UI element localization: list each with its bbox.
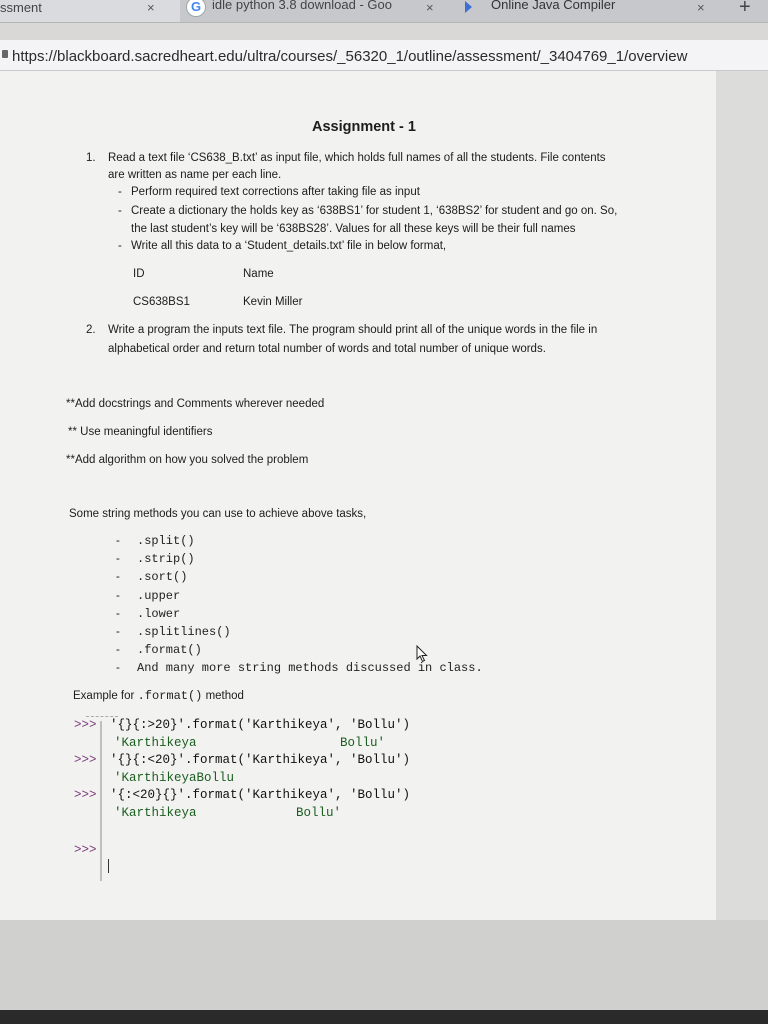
note-text: **Add algorithm on how you solved the problem (66, 454, 309, 466)
new-tab-button[interactable]: + (739, 0, 751, 18)
table-cell-name: Kevin Miller (243, 296, 303, 308)
method-item: .format() (137, 643, 202, 657)
address-bar[interactable] (0, 40, 768, 71)
shell-gutter (100, 721, 102, 881)
bullet-dash: - (116, 608, 120, 620)
method-item: .split() (137, 534, 195, 548)
bullet-dash: - (118, 240, 122, 252)
tab-assessment[interactable] (0, 0, 180, 22)
mouse-cursor-icon (416, 645, 428, 663)
bullet-dash: - (118, 186, 122, 198)
python-shell-example (70, 718, 670, 896)
tab-google-search[interactable] (186, 0, 448, 22)
close-tab-icon[interactable]: × (147, 0, 155, 15)
text-cursor (108, 859, 109, 873)
question-text: Write a program the inputs text file. The program should print all of the unique words in the file in (108, 324, 598, 336)
compiler-flag-icon (465, 1, 472, 13)
bullet-dash: - (116, 662, 120, 674)
shell-output: Bollu' (296, 806, 342, 820)
assignment-document (0, 71, 716, 921)
monitor-bezel (0, 1010, 768, 1024)
table-header-name: Name (243, 268, 274, 280)
shell-prompt: >>> (74, 788, 97, 802)
bullet-text: the last student’s key will be ‘638BS28’. Values for all these keys will be their full names (131, 223, 576, 235)
shell-command: '{}{:<20}'.format('Karthikeya', 'Bollu') (110, 753, 411, 767)
bullet-dash: - (116, 553, 120, 565)
question-number: 1. (86, 152, 96, 164)
lock-icon (2, 50, 8, 58)
shell-prompt: >>> (74, 753, 97, 767)
question-text: Read a text file ‘CS638_B.txt’ as input file, which holds full names of all the students. File contents (108, 152, 606, 164)
note-text: ** Use meaningful identifiers (68, 426, 213, 438)
shell-prompt[interactable]: >>> (74, 843, 97, 857)
bullet-dash: - (116, 644, 120, 656)
bullet-text: Create a dictionary the holds key as ‘638BS1’ for student 1, ‘638BS2’ for student and go on. So, (131, 205, 618, 217)
example-label: Example for .format() method (73, 689, 244, 703)
bullet-dash: - (116, 571, 120, 583)
table-header-id: ID (133, 268, 145, 280)
bullet-dash: - (116, 626, 120, 638)
shell-output: Bollu' (340, 736, 386, 750)
question-number: 2. (86, 324, 96, 336)
method-item: .lower (137, 607, 181, 621)
tab-title: idle python 3.8 download - Goo (212, 0, 392, 12)
table-cell-id: CS638BS1 (133, 296, 190, 308)
page-title: Assignment - 1 (312, 119, 416, 135)
question-text: are written as name per each line. (108, 169, 282, 181)
tab-bar (0, 0, 768, 23)
divider (86, 716, 118, 717)
close-tab-icon[interactable]: × (426, 0, 434, 15)
shell-prompt: >>> (74, 718, 97, 732)
method-item: .strip() (137, 552, 195, 566)
method-item: .upper (137, 589, 181, 603)
close-tab-icon[interactable]: × (697, 0, 705, 15)
note-text: **Add docstrings and Comments wherever needed (66, 398, 325, 410)
google-g-icon: G (186, 0, 206, 17)
shell-output: 'Karthikeya (114, 806, 197, 820)
shell-output: 'KarthikeyaBollu (114, 771, 235, 785)
shell-command: '{}{:>20}'.format('Karthikeya', 'Bollu') (110, 718, 411, 732)
bullet-text: Write all this data to a ‘Student_details.txt’ file in below format, (131, 240, 447, 252)
tab-title: ssment (0, 0, 42, 15)
methods-intro: Some string methods you can use to achieve above tasks, (69, 508, 367, 520)
bullet-dash: - (116, 535, 120, 547)
tab-online-java-compiler[interactable] (465, 0, 765, 22)
bullet-dash: - (116, 590, 120, 602)
tab-title: Online Java Compiler (491, 0, 616, 12)
page-bottom (0, 920, 768, 1024)
page-gutter (716, 71, 768, 921)
page-content (0, 71, 716, 921)
bullet-text: Perform required text corrections after taking file as input (131, 186, 420, 198)
bullet-dash: - (118, 205, 122, 217)
method-item: .splitlines() (137, 625, 231, 639)
shell-command: '{:<20}{}'.format('Karthikeya', 'Bollu') (110, 788, 411, 802)
shell-output: 'Karthikeya (114, 736, 197, 750)
url-text[interactable]: https://blackboard.sacredheart.edu/ultra/courses/_56320_1/outline/assessment/_3404769_1/overview (12, 48, 688, 65)
example-code: .format() (137, 689, 203, 703)
method-item: And many more string methods discussed in class. (137, 661, 483, 675)
method-item: .sort() (137, 570, 188, 584)
question-text: alphabetical order and return total number of words and total number of unique words. (108, 343, 546, 355)
